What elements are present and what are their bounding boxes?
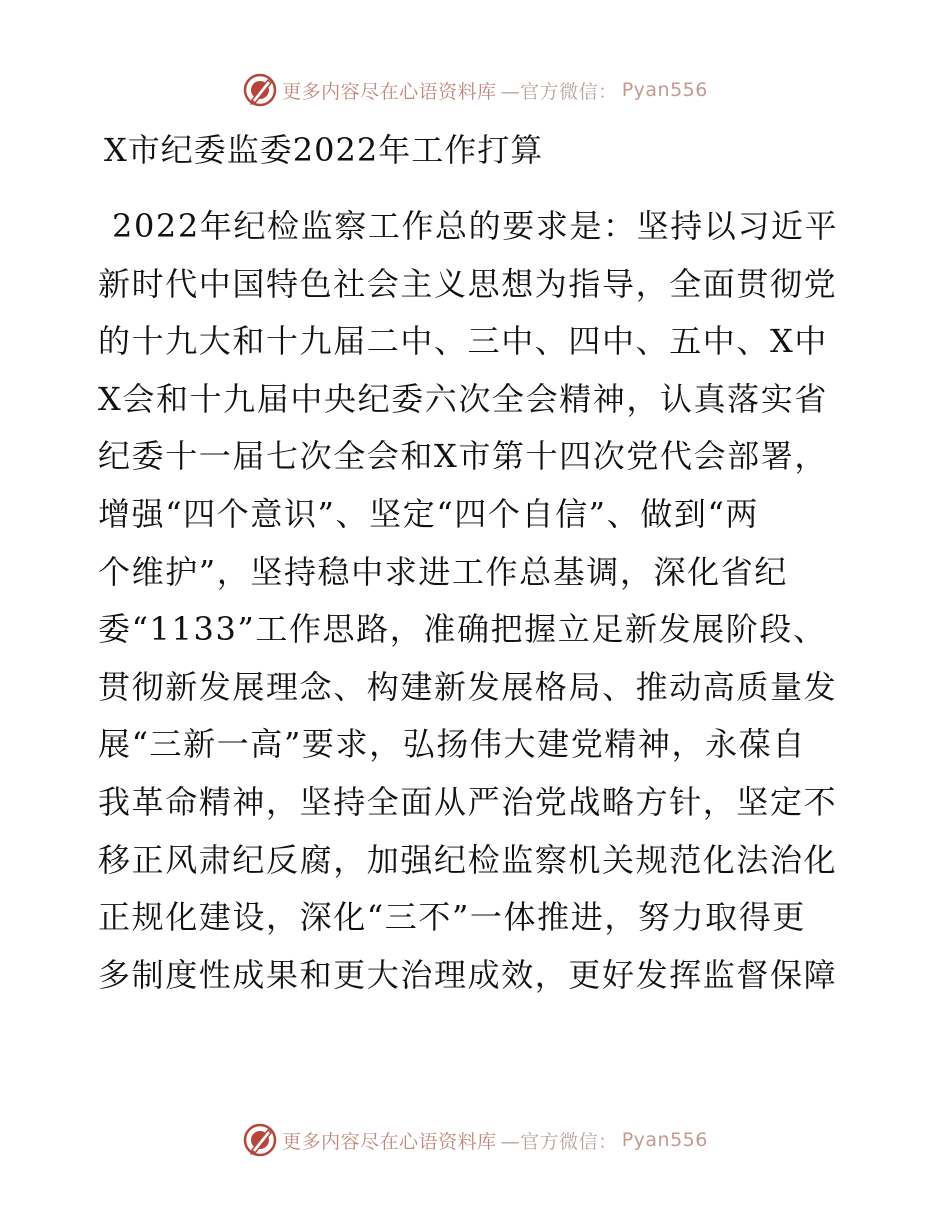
- pen-logo-icon: [242, 72, 278, 108]
- watermark-wechat-account: Pyan556: [621, 79, 708, 101]
- body-line: 增强“四个意识”、坚定“四个自信”、做到“两: [98, 494, 759, 533]
- body-line: 新时代中国特色社会主义思想为指导，全面贯彻党: [98, 264, 838, 303]
- watermark-site-text: 更多内容尽在心语资料库: [282, 1130, 497, 1153]
- footer-watermark: [0, 1122, 950, 1158]
- watermark-wechat-account: Pyan556: [621, 1129, 708, 1151]
- document-title: X市纪委监委2022年工作打算: [104, 131, 544, 169]
- watermark-wechat-label: —官方微信：: [500, 1130, 618, 1153]
- body-line: 我革命精神，坚持全面从严治党战略方针，坚定不: [98, 782, 838, 821]
- body-line: 多制度性成果和更大治理成效，更好发挥监督保障: [98, 955, 838, 994]
- watermark-wechat-label: —官方微信：: [500, 80, 618, 103]
- body-line: 个维护”，坚持稳中求进工作总基调，深化省纪: [98, 552, 788, 591]
- pen-logo-icon: [242, 1122, 278, 1158]
- body-line: 展“三新一高”要求，弘扬伟大建党精神，永葆自: [98, 725, 806, 764]
- document-body: [98, 198, 858, 1004]
- body-line: 2022年纪检监察工作总的要求是：坚持以习近平: [112, 207, 839, 245]
- header-watermark: [0, 72, 950, 108]
- body-line: 纪委十一届七次全会和X市第十四次党代会部署，: [98, 437, 828, 476]
- body-line: X会和十九届中央纪委六次全会精神，认真落实省: [98, 379, 828, 418]
- body-line: 的十九大和十九届二中、三中、四中、五中、X中: [98, 322, 828, 361]
- body-line: 正规化建设，深化“三不”一体推进，努力取得更: [98, 898, 806, 937]
- body-line: 移正风肃纪反腐，加强纪检监察机关规范化法治化: [98, 840, 838, 879]
- body-line: 贯彻新发展理念、构建新发展格局、推动高质量发: [98, 667, 838, 706]
- watermark-site-text: 更多内容尽在心语资料库: [282, 80, 497, 103]
- body-line: 委“1133”工作思路，准确把握立足新发展阶段、: [98, 610, 827, 649]
